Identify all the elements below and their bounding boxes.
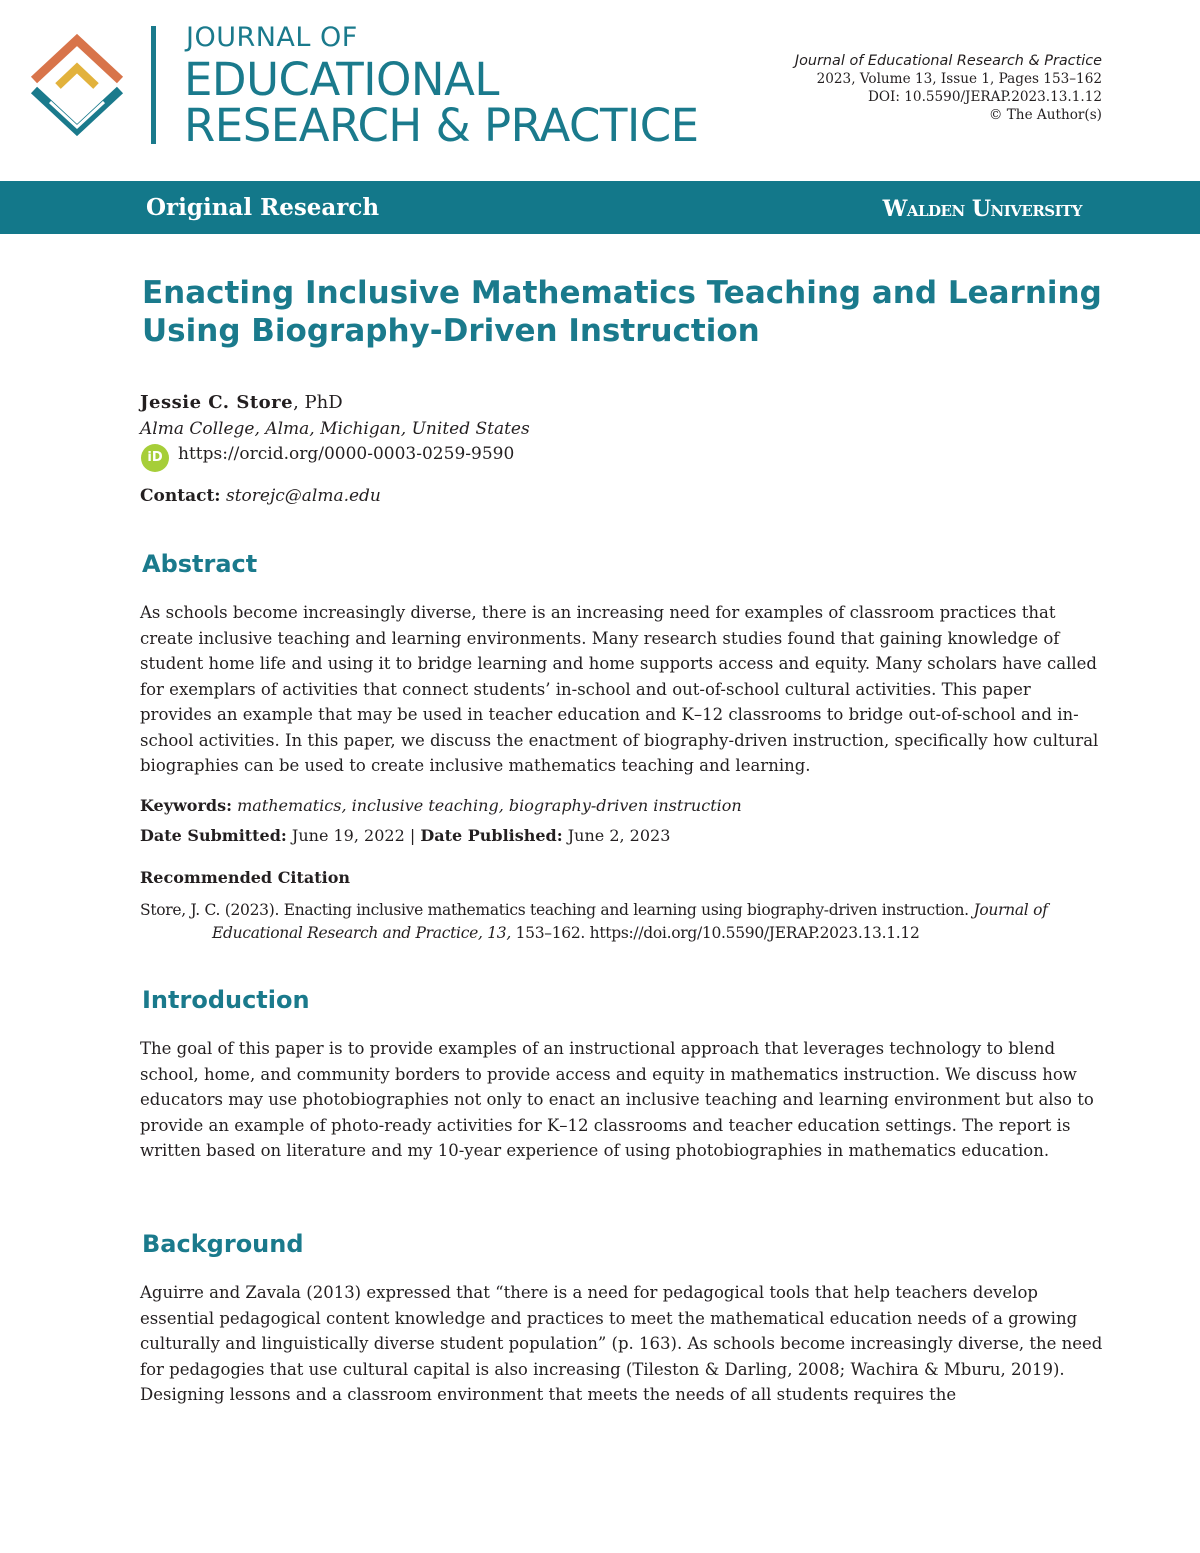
meta-doi: DOI: 10.5590/JERAP.2023.13.1.12 — [867, 89, 1102, 105]
published-label: Date Published: — [420, 826, 563, 845]
university-logo: Walden University — [882, 196, 1082, 222]
author-name: Jessie C. Store — [140, 392, 294, 413]
orcid-link[interactable]: https://orcid.org/0000-0003-0259-9590 — [178, 444, 515, 464]
submitted-date: June 19, 2022 — [291, 826, 405, 845]
abstract-heading: Abstract — [142, 550, 258, 578]
publication-meta — [795, 52, 1102, 124]
introduction-text: The goal of this paper is to provide examples of an instructional approach that leverages technology to blend school, home, and community borders to provide access and equity in mathematics instruction. We discuss how educators may use photobiographies not only to enact an inclusive teaching and learning environment but also to provide an example of photo-ready activities for K–12 classrooms and teacher education settings. The report is written based on literature and my 10-year experience of using photobiographies in mathematics education. — [140, 1039, 1094, 1160]
date-separator: | — [409, 826, 416, 845]
article-type: Original Research — [146, 194, 380, 221]
submitted-label: Date Submitted: — [140, 826, 287, 845]
citation-doi[interactable]: 153–162. https://doi.org/10.5590/JERAP.2023.13.1.12 — [515, 924, 920, 942]
citation-line2 — [212, 924, 920, 942]
keywords-label: Keywords: — [140, 796, 233, 815]
author — [140, 392, 343, 413]
published-date: June 2, 2023 — [567, 826, 671, 845]
journal-logo-icon — [28, 30, 126, 146]
citation-journal-part1: Journal of — [973, 901, 1048, 919]
keywords-value: mathematics, inclusive teaching, biography-driven instruction — [237, 796, 742, 815]
citation-line1 — [140, 901, 1048, 919]
citation-heading: Recommended Citation — [140, 868, 351, 887]
meta-copyright: © The Author(s) — [988, 107, 1102, 123]
dates — [140, 826, 670, 845]
header-divider — [151, 26, 156, 144]
author-degree: , PhD — [293, 392, 343, 413]
article-title: Enacting Inclusive Mathematics Teaching and Learning Using Biography-Driven Instruction — [142, 275, 1102, 349]
journal-title-small: JOURNAL OF — [186, 22, 358, 53]
author-affiliation: Alma College, Alma, Michigan, United States — [140, 419, 530, 439]
introduction-heading: Introduction — [142, 986, 310, 1014]
citation-journal-part2: Educational Research and Practice, 13, — [212, 924, 511, 942]
citation-text: Store, J. C. (2023). Enacting inclusive mathematics teaching and learning using biography-driven instruction. — [140, 901, 969, 919]
background-text: Aguirre and Zavala (2013) expressed that “there is a need for pedagogical tools that help teachers develop essential pedagogical content knowledge and practices to meet the mathematical education needs of a growing culturally and linguistically diverse student population” (p. 163). As schools become increasingly diverse, the need for pedagogies that use cultural capital is also increasing (Tileston & Darling, 2008; Wachira & Mburu, 2019). Designing lessons and a classroom environment that meets the needs of all students requires the — [140, 1283, 1103, 1404]
contact-label: Contact: — [140, 486, 221, 506]
journal-title-line1: EDUCATIONAL — [184, 53, 499, 106]
keywords — [140, 796, 742, 815]
journal-title-line2: RESEARCH & PRACTICE — [184, 99, 699, 152]
orcid-icon[interactable]: iD — [141, 444, 169, 472]
contact-email[interactable]: storejc@alma.edu — [225, 486, 381, 506]
meta-journal: Journal of Educational Research & Practice — [794, 53, 1102, 69]
background-heading: Background — [142, 1230, 304, 1258]
contact — [140, 486, 381, 506]
meta-volume: 2023, Volume 13, Issue 1, Pages 153–162 — [816, 71, 1102, 87]
abstract-text: As schools become increasingly diverse, there is an increasing need for examples of classroom practices that create inclusive teaching and learning environments. Many research studies found that gaining knowledge of student home life and using it to bridge learning and home supports access and equity. Many scholars have called for exemplars of activities that connect students’ in-school and out-of-school cultural activities. This paper provides an example that may be used in teacher education and K–12 classrooms to bridge out-of-school and in-school activities. In this paper, we discuss the enactment of biography-driven instruction, specifically how cultural biographies can be used to create inclusive mathematics teaching and learning. — [140, 603, 1099, 775]
